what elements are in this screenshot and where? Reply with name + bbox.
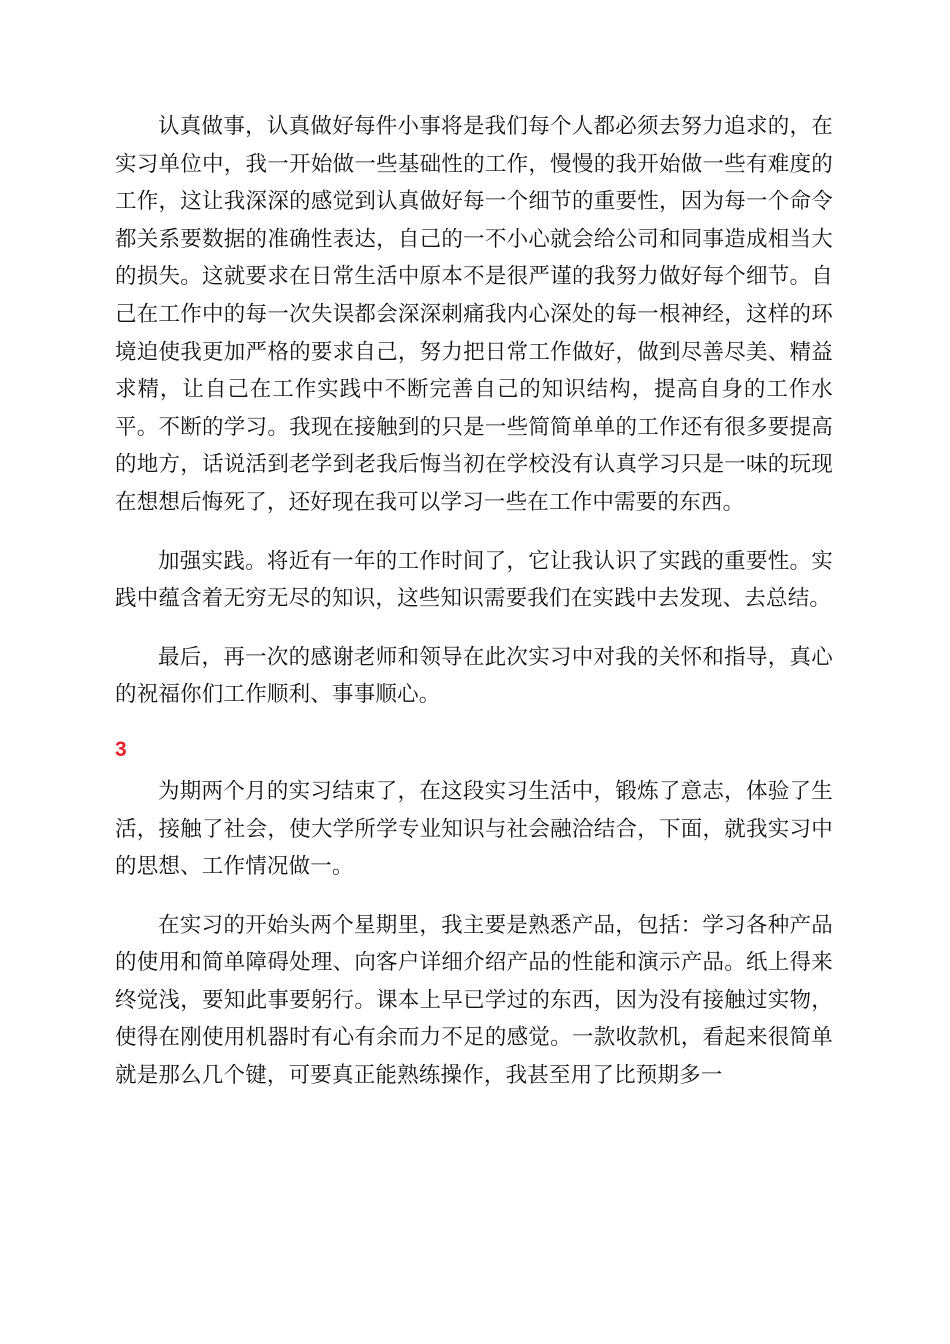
paragraph-practice: 加强实践。将近有一年的工作时间了，它让我认识了实践的重要性。实践中蕴含着无穷无尽的知识，这些知识需要我们在实践中去发现、去总结。 bbox=[115, 548, 833, 612]
paragraph-product-learning: 在实习的开始头两个星期里，我主要是熟悉产品，包括：学习各种产品的使用和简单障碍处理、向客户详细介绍产品的性能和演示产品。纸上得来终觉浅，要知此事要躬行。课本上早已学过的东西，因为没有接触过实物，使得在刚使用机器时有心有余而力不足的感觉。一款收款机，看起来很简单就是那么几个键，可要真正能熟练操作，我甚至用了比预期多一 bbox=[115, 912, 833, 1089]
paragraph-work-attitude: 认真做事，认真做好每件小事将是我们每个人都必须去努力追求的，在实习单位中，我一开始做一些基础性的工作，慢慢的我开始做一些有难度的工作，这让我深深的感觉到认真做好每一个细节的重要性，因为每一个命令都关系要数据的准确性表达，自己的一不小心就会给公司和同事造成相当大的损失。这就要求在日常生活中原本不是很严谨的我努力做好每个细节。自己在工作中的每一次失误都会深深刺痛我内心深处的每一根神经，这样的环境迫使我更加严格的要求自己，努力把日常工作做好，做到尽善尽美、精益求精，让自己在工作实践中不断完善自己的知识结构，提高自身的工作水平。不断的学习。我现在接触到的只是一些简简单单的工作还有很多要提高的地方，话说活到老学到老我后悔当初在学校没有认真学习只是一味的玩现在想想后悔死了，还好现在我可以学习一些在工作中需要的东西。 bbox=[115, 114, 833, 515]
paragraph-thanks: 最后，再一次的感谢老师和领导在此次实习中对我的关怀和指导，真心的祝福你们工作顺利、事事顺心。 bbox=[115, 644, 833, 708]
document-page bbox=[115, 108, 833, 1116]
section-number: 3 bbox=[115, 737, 127, 761]
paragraph-internship-intro: 为期两个月的实习结束了，在这段实习生活中，锻炼了意志，体验了生活，接触了社会，使大学所学专业知识与社会融洽结合，下面，就我实习中的思想、工作情况做一。 bbox=[115, 778, 833, 880]
